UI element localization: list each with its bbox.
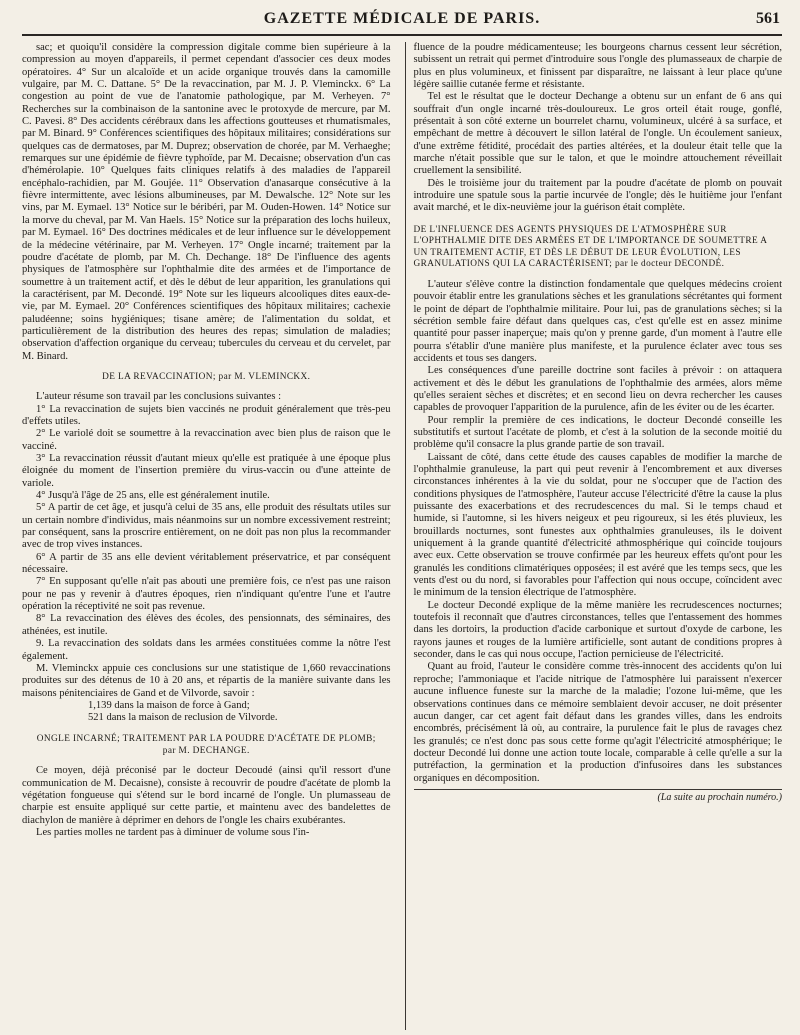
- page-number: 561: [756, 10, 780, 27]
- conclusion-item: 3° La revaccination réussit d'autant mieux qu'elle est pratiquée à une époque plus éloignée du moment de l'insertion première du virus-vaccin ou d'une atteinte de variole.: [22, 453, 391, 489]
- left-paragraph: Les parties molles ne tardent pas à diminuer de volume sous l'in-: [36, 826, 310, 838]
- left-intro: L'auteur résume son travail par les conclusions suivantes :: [36, 391, 281, 403]
- section-author: par M. DECHANGE.: [162, 745, 250, 756]
- conclusion-item: 7° En supposant qu'elle n'ait pas abouti une première fois, ce n'est pas une raison pour ne pas y revenir à d'autres époques, rien n'indiquant qu'entre l'une et l'autre opération la réceptivité ne soit pas revenue.: [22, 576, 391, 613]
- right-paragraph: Quant au froid, l'auteur le considère comme très-innocent des accidents qu'on lui reproche; l'ammoniaque et l'acide nitrique de l'atmosphère lui paraissent n'exercer aucune influence funeste sur la marche de la maladie; l'ozone lui-même, que les observations continues dans ce mémoire semblaient devoir accuser, ne doit présenter aucun danger, car cet agent fait défaut dans les grandes villes, dans les endroits encombrés, précisément là où, au contraire, la purulence fait le plus de ravages chez les granulés; ce n'est donc pas sous cette forme qu'agit l'électricité atmosphérique; le docteur Decondé lui donne une action toute locale, comparable à celle qu'elle a sur la putréfaction, la germination et la production d'infusoires dans les substances organiques en décomposition.: [413, 661, 783, 784]
- journal-title: GAZETTE MÉDICALE DE PARIS.: [263, 10, 541, 27]
- page-header: [22, 6, 782, 36]
- section-title-ophthalmie: DE L'INFLUENCE DES AGENTS PHYSIQUES DE L'ATMOSPHÈRE SUR L'OPHTHALMIE DITE DES ARMÉES ET DE L'IMPORTANCE DE SOUMETTRE A UN TRAITEMENT ACTIF, ET DÈS LE DÉBUT DE LEUR ÉVOLUTION, LES GRANULATIONS QUI LA CARACTÉRISENT; par le docteur DECONDÉ.: [413, 224, 767, 270]
- right-paragraph: Dès le troisième jour du traitement par la poudre d'acétate de plomb on pouvait introduire une spatule sous la partie incurvée de l'ongle; dès le huitième jour l'enfant avait marché, et le dix-neuvième jour la guérison était complète.: [413, 177, 783, 214]
- left-paragraph: sac; et quoiqu'il considère la compression digitale comme bien supérieure à la compression au moyen d'appareils, il permet cependant d'associer ces deux modes opératoires. 4° Sur un alcaloïde et un acide organique trouvés dans la camomille vulgaire, par M. C. Dattane. 5° De la revaccination, par M. J. P. Vleminckx. 6° La congestion au point de vue de l'anatomie pathologique, par M. Verheyen. 7° Recherches sur la combinaison de la santonine avec le protoxyde de mercure, par M. C. Pavesi. 8° Des accidents cérébraux dans les affections goutteuses et rhumatismales, par M. Binard. 9° Conférences scientifiques des hôpitaux militaires; considérations sur quelques cas de dermatoses, par M. Duprez; observation de chorée, par M. Verhaeghe; remarques sur une épidémie de fièvre typhoïde, par M. Decaisne; observation d'un cas d'hémérolapie. 10° Quelques faits cliniques relatifs à des maladies de l'appareil encéphalo-rachidien, par M. Goujée. 11° Observation d'anasarque consécutive à la fièvre intermittente, avec lésions albumineuses, par M. Dewalsche. 12° Note sur les vins, par M. Eymael. 13° Notice sur le béribéri, par M. Ouden-Howen. 14° Notice sur la morve du cheval, par M. Van Haels. 15° Notice sur la préparation des lochs huileux, par M. Eymael. 16° Des doctrines médicales et de leur influence sur le développement de la médecine vétérinaire, par M. Verheyen. 17° Ongle incarné; traitement par la poudre d'acétate de plomb, par M. Ch. Dechange. 18° De l'influence des agents physiques de l'atmosphère sur l'ophthalmie dite des armées et de l'importance de soumettre à un traitement actif, et dès le début de leur apparition, les granulations qui la caractérisent, par M. Decondé. 19° Note sur les liqueurs alcooliques dites eaux-de-vie, par M. Eymael. 20° Conférences scientifiques des hôpitaux militaires; cachexie paludéenne; soins hygiéniques; tisane amère; de l'alimentation du soldat, et particulièrement de la distribution des heures des repas; simulation de maladies; observation d'affection organique du cerveau; tubercules du cerveau et du cervelet, par M. Binard.: [22, 42, 391, 362]
- right-paragraph: L'auteur s'élève contre la distinction fondamentale que quelques médecins croient pouvoir établir entre les granulations sèches et les granulations sécrétantes qui forment le point de départ de l'ophthalmie militaire. Pour lui, pas de granulations sèches; si la sécrétion semble faire défaut dans quelques cas, c'est qu'elle est en assez minime quantité pour passer inaperçue; mais qu'on y prenne garde, d'un moment à l'autre elle pourra s'établir d'une manière plus manifeste, et la purulence éclater avec tous ses accidents et tous ses dangers.: [413, 278, 783, 364]
- statistic-line: 521 dans la maison de reclusion de Vilvorde.: [88, 712, 278, 724]
- right-paragraph: fluence de la poudre médicamenteuse; les bourgeons charnus cessent leur sécrétion, subissent un retrait qui permet d'introduire sous l'ongle des plumasseaux de charpie de plus en plus volumineux, et finissent par disparaître, ne laissant à leur place qu'une légère saillie cutanée ferme et résistante.: [413, 42, 783, 91]
- right-column: [412, 42, 783, 1030]
- conclusion-item: 6° A partir de 35 ans elle devient véritablement préservatrice, et par conséquent nécessaire.: [22, 551, 391, 576]
- continuation-note: (La suite au prochain numéro.): [414, 789, 783, 804]
- conclusion-item: 4° Jusqu'à l'âge de 25 ans, elle est généralement inutile.: [36, 490, 270, 502]
- section-title-revaccination: DE LA REVACCINATION; par M. VLEMINCKX.: [102, 371, 311, 382]
- conclusion-item: M. Vleminckx appuie ces conclusions sur une statistique de 1,660 revaccinations produites sur des détenus de 10 à 20 ans, et répartis de la manière suivante dans les maisons pénitenciaires de Gand et de Vilvorde, savoir :: [22, 662, 391, 699]
- conclusion-item: 8° La revaccination des élèves des écoles, des pensionnats, des séminaires, des athénées, est inutile.: [22, 613, 391, 637]
- column-divider: [405, 42, 406, 1030]
- conclusion-item: 9. La revaccination des soldats dans les armées constituées comme la nôtre l'est également.: [22, 638, 391, 662]
- conclusion-item: 5° A partir de cet âge, et jusqu'à celui de 35 ans, elle produit des résultats utiles sur un certain nombre d'individus, mais néanmoins sur un nombre excessivement restreint; par conséquent, sans la proscrire entièrement, on ne doit pas non plus la recommander avec de trop vives instances.: [22, 502, 391, 551]
- right-paragraph: Tel est le résultat que le docteur Dechange a obtenu sur un enfant de 6 ans qui souffrait d'un ongle incarné très-douloureux. Le gros orteil était rouge, gonflé, présentait à son côté externe un bourrelet charnu, volumineux, ulcéré à sa surface, et empêchant de mettre à découvert le sillon latéral de l'ongle. Un écoulement sanieux, d'une extrême fétidité, procédait des parties altérées, et la douleur était telle que la marche n'était possible que sur le talon, et que le moindre attouchement réveillait cruellement la sensibilité.: [413, 91, 783, 177]
- conclusion-item: 1° La revaccination de sujets bien vaccinés ne produit généralement que très-peu d'effets utiles.: [22, 403, 391, 427]
- left-column: [22, 42, 399, 1030]
- conclusion-item: 2° Le variolé doit se soumettre à la revaccination avec bien plus de raison que le vacciné.: [22, 428, 391, 452]
- two-column-body: [22, 42, 782, 1030]
- statistic-line: 1,139 dans la maison de force à Gand;: [88, 699, 250, 711]
- right-paragraph: Pour remplir la première de ces indications, le docteur Decondé conseille les substitutifs et surtout l'acétate de plomb, et c'est à la solution de la seconde moitié du problème qu'il consacre la plus grande partie de son travail.: [413, 414, 783, 451]
- right-paragraph: Laissant de côté, dans cette étude des causes capables de modifier la marche de l'ophthalmie granuleuse, la part qui peut revenir à l'encombrement et aux diverses circonstances inhérentes à la vie du soldat, pour ne s'occuper que de l'action des conditions physiques de l'atmosphère, l'auteur accuse l'électricité d'être la cause la plus puissante des exacerbations et des recrudescences du mal. Si le temps chaud et humide, si l'automne, si les hivers neigeux et peu rigoureux, si les étés pluvieux, les brouillards nocturnes, sont funestes aux ophthalmies granuleuses, ils le doivent uniquement à la grande quantité d'électricité athmosphérique qui coïncide toujours avec eux. Cette observation se trouve confirmée par les heureux effets qu'ont pour les granulés les conditions climatériques opposées; il est avéré que les temps secs, que les vents d'est ou du nord, si favorables pour l'affection qui nous occupe, coïncident avec le minimum de la tension électrique de l'atmosphère.: [413, 451, 783, 599]
- right-paragraph: Le docteur Decondé explique de la même manière les recrudescences nocturnes; toutefois il reconnaît que d'autres circonstances, telles que l'entassement des hommes dans les dortoirs, la production d'acide carbonique et surtout d'oxyde de carbone, les rayons jaunes et rouges de la lumière artificielle, sont autant de conditions propres à seconder, dans le cas qui nous occupe, l'action pernicieuse de l'électricité.: [413, 599, 783, 661]
- left-paragraph: Ce moyen, déjà préconisé par le docteur Decoudé (ainsi qu'il ressort d'une communication de M. Decaisne), consiste à recouvrir de poudre d'acétate de plomb la végétation fongueuse qui s'étend sur le bord incarné de l'ongle. Un plumasseau de charpie est ensuite appliqué sur cette partie, et maintenu avec des bandelettes de diachylon de manière à déprimer en dehors de l'ongle les chairs exubérantes.: [22, 765, 391, 826]
- right-paragraph: Les conséquences d'une pareille doctrine sont faciles à prévoir : on attaquera activement et dès le début les granulations de l'ophthalmie des armées, alors même qu'elles seraient sèches et discrètes; et en second lieu on devra rechercher les causes capables de provoquer l'apparition de la purulence, afin de les éviter ou de les écarter.: [413, 365, 783, 414]
- section-title-ongle-incarne: ONGLE INCARNÉ; TRAITEMENT PAR LA POUDRE D'ACÉTATE DE PLOMB;: [36, 733, 376, 744]
